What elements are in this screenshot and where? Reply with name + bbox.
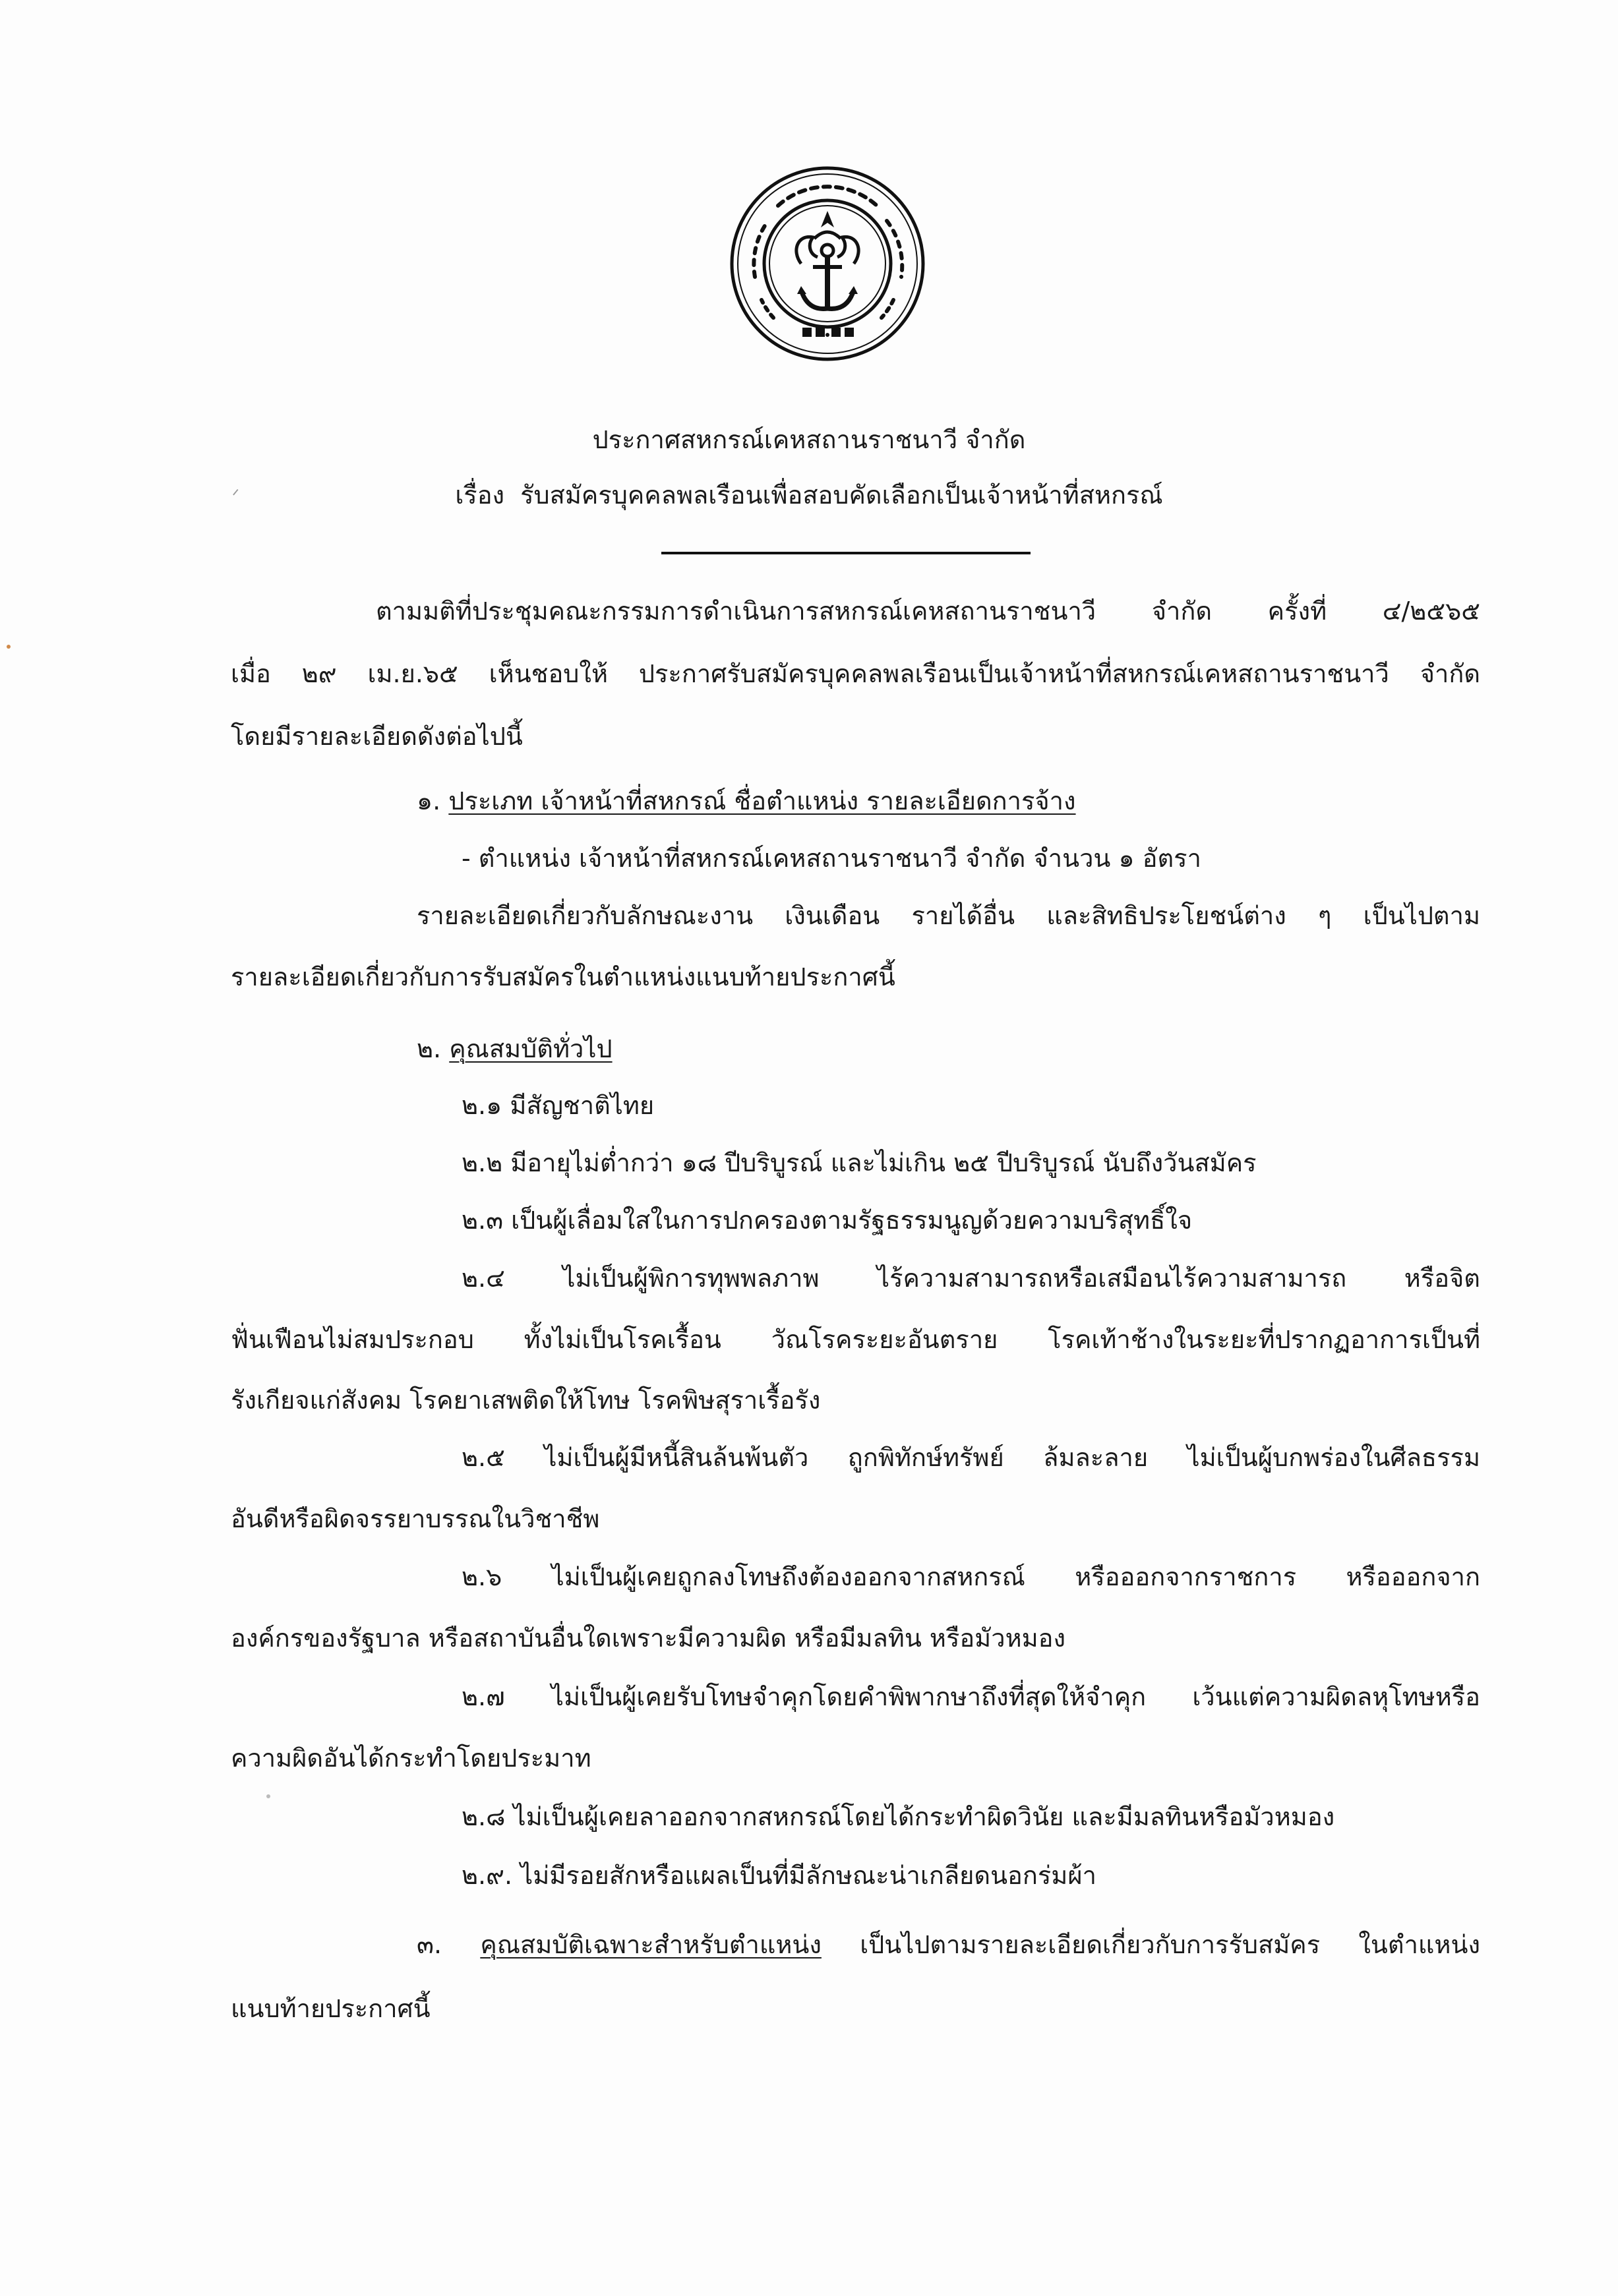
section-1-position: - ตำแหน่ง เจ้าหน้าที่สหกรณ์เคหสถานราชนาวี จำกัด จำนวน ๑ อัตรา	[462, 844, 1201, 873]
qualification-2-5-line-1: ๒.๕ ไม่เป็นผู้มีหนี้สินล้นพ้นตัว ถูกพิทักษ์ทรัพย์ ล้มละลาย ไม่เป็นผู้บกพร่องในศีลธรรม	[462, 1443, 1480, 1472]
section-3-line-1	[417, 1932, 1480, 1957]
section-1-title: ประเภท เจ้าหน้าที่สหกรณ์ ชื่อตำแหน่ง รายละเอียดการจ้าง	[448, 786, 1076, 815]
qualification-2-1: ๒.๑ มีสัญชาติไทย	[462, 1091, 655, 1120]
qualification-2-7-line-2: ความผิดอันได้กระทำโดยประมาท	[231, 1744, 591, 1773]
section-1-detail-line-1: รายละเอียดเกี่ยวกับลักษณะงาน เงินเดือน รายได้อื่น และสิทธิประโยชน์ต่าง ๆ เป็นไปตาม	[417, 901, 1480, 930]
qualification-2-6-line-2: องค์กรของรัฐบาล หรือสถาบันอื่นใดเพราะมีความผิด หรือมีมลทิน หรือมัวหมอง	[231, 1624, 1066, 1653]
announcement-title: ประกาศสหกรณ์เคหสถานราชนาวี จำกัด	[592, 425, 1026, 454]
subject-label: เรื่อง	[455, 481, 505, 510]
scan-mark: ᐟ	[232, 486, 240, 506]
qualification-2-4-line-2: ฟั่นเฟือนไม่สมประกอบ ทั้งไม่เป็นโรคเรื้อน วัณโรคระยะอันตราย โรคเท้าช้างในระยะที่ปรากฏอาการเป็นที่	[231, 1325, 1480, 1354]
section-2-title: คุณสมบัติทั่วไป	[449, 1034, 613, 1063]
section-2-number: ๒.	[417, 1034, 442, 1063]
subject-text: รับสมัครบุคคลพลเรือนเพื่อสอบคัดเลือกเป็นเจ้าหน้าที่สหกรณ์	[520, 481, 1163, 510]
qualification-2-3: ๒.๓ เป็นผู้เลื่อมใสในการปกครองตามรัฐธรรมนูญด้วยความบริสุทธิ์ใจ	[462, 1206, 1193, 1235]
section-3-line-2: แนบท้ายประกาศนี้	[231, 1994, 431, 2023]
section-3-rest: เป็นไปตามรายละเอียดเกี่ยวกับการรับสมัคร ในตำแหน่ง	[860, 1930, 1480, 1959]
intro-line-2: เมื่อ ๒๙ เม.ย.๖๕ เห็นชอบให้ ประกาศรับสมัครบุคคลพลเรือนเป็นเจ้าหน้าที่สหกรณ์เคหสถานราชนาวี จำกัด	[231, 659, 1480, 688]
qualification-2-5-line-2: อันดีหรือผิดจรรยาบรรณในวิชาชีพ	[231, 1504, 600, 1533]
qualification-2-2: ๒.๒ มีอายุไม่ต่ำกว่า ๑๘ ปีบริบูรณ์ และไม่เกิน ๒๕ ปีบริบูรณ์ นับถึงวันสมัคร	[462, 1148, 1257, 1177]
qualification-2-7-line-1: ๒.๗ ไม่เป็นผู้เคยรับโทษจำคุกโดยคำพิพากษาถึงที่สุดให้จำคุก เว้นแต่ความผิดลหุโทษหรือ	[462, 1682, 1480, 1711]
intro-line-1: ตามมติที่ประชุมคณะกรรมการดำเนินการสหกรณ์เคหสถานราชนาวี จำกัด ครั้งที่ ๔/๒๕๖๕	[376, 597, 1480, 626]
title-divider	[661, 552, 1031, 554]
qualification-2-4-line-1: ๒.๔ ไม่เป็นผู้พิการทุพพลภาพ ไร้ความสามารถหรือเสมือนไร้ความสามารถ หรือจิต	[462, 1264, 1480, 1293]
anchor-emblem-icon	[729, 165, 926, 363]
scan-dot	[7, 645, 11, 649]
section-3-number: ๓.	[417, 1930, 442, 1959]
section-3-title: คุณสมบัติเฉพาะสำหรับตำแหน่ง	[480, 1930, 822, 1959]
section-1-detail-line-2: รายละเอียดเกี่ยวกับการรับสมัครในตำแหน่งแนบท้ายประกาศนี้	[231, 962, 895, 991]
section-1-heading	[417, 788, 1076, 813]
intro-line-3: โดยมีรายละเอียดดังต่อไปนี้	[231, 722, 523, 751]
announcement-subject	[0, 483, 1618, 508]
qualification-2-6-line-1: ๒.๖ ไม่เป็นผู้เคยถูกลงโทษถึงต้องออกจากสหกรณ์ หรือออกจากราชการ หรือออกจาก	[462, 1562, 1480, 1591]
qualification-2-4-line-3: รังเกียจแก่สังคม โรคยาเสพติดให้โทษ โรคพิษสุราเรื้อรัง	[231, 1386, 821, 1415]
section-1-number: ๑.	[417, 786, 441, 815]
section-2-heading	[417, 1036, 613, 1061]
cooperative-seal	[729, 165, 926, 363]
qualification-2-9: ๒.๙. ไม่มีรอยสักหรือแผลเป็นที่มีลักษณะน่าเกลียดนอกร่มผ้า	[462, 1861, 1096, 1890]
qualification-2-8: ๒.๘ ไม่เป็นผู้เคยลาออกจากสหกรณ์โดยได้กระทำผิดวินัย และมีมลทินหรือมัวหมอง	[462, 1802, 1335, 1831]
scan-dot	[266, 1794, 270, 1798]
